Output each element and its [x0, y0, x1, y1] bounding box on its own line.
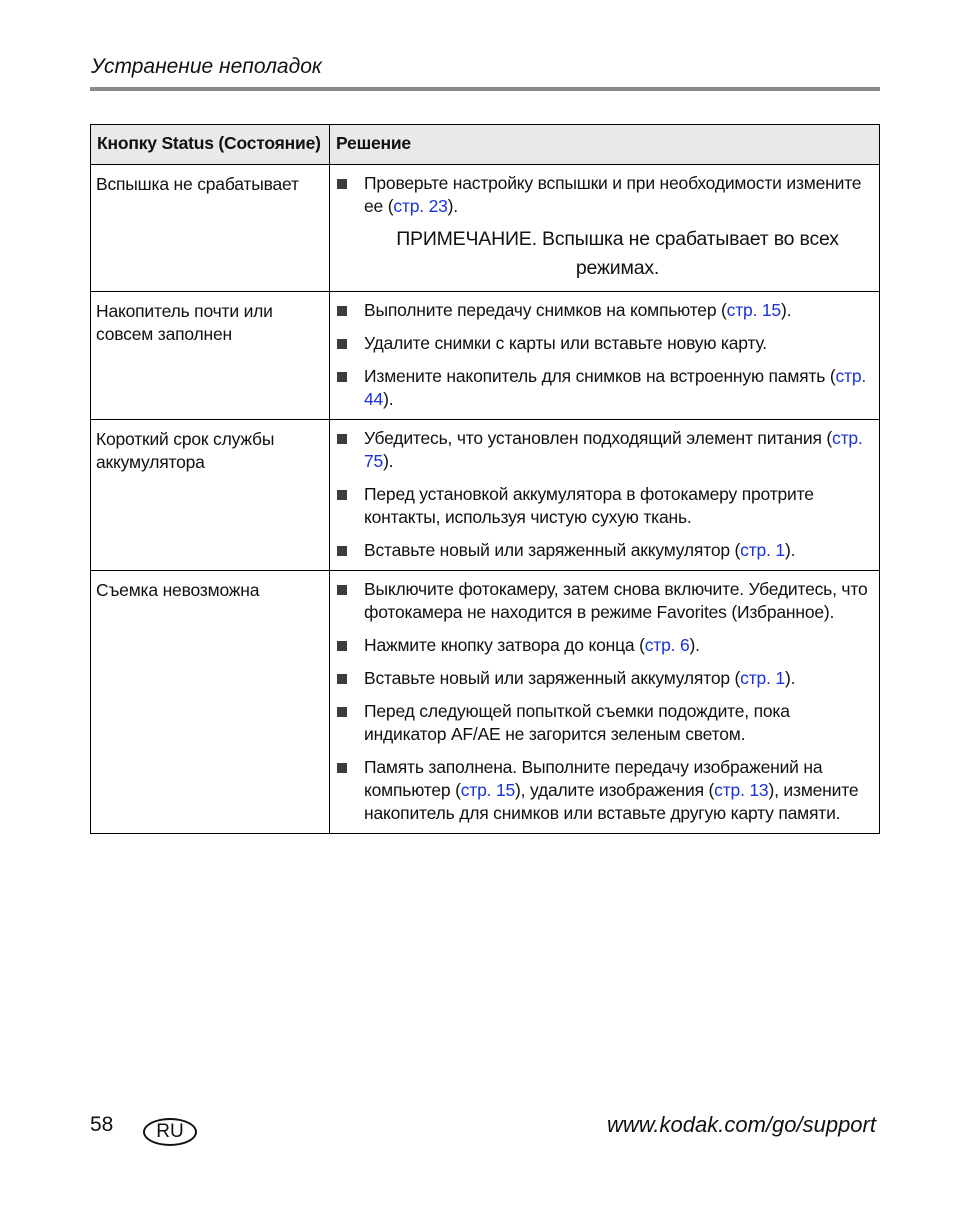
solution-item: [336, 483, 871, 529]
problem-cell: Накопитель почти или совсем заполнен: [91, 292, 330, 420]
page-reference-link[interactable]: стр. 1: [740, 540, 785, 560]
square-bullet-icon: [337, 372, 347, 382]
solution-text: ).: [383, 451, 394, 471]
solution-text: Выключите фотокамеру, затем снова включите. Убедитесь, что фотокамера не находится в режиме Favorites (Избранное).: [364, 579, 868, 622]
table-row: [91, 571, 880, 834]
solution-list: [336, 578, 871, 825]
solution-cell: [330, 292, 880, 420]
page-number: 58: [90, 1113, 114, 1136]
page-reference-link[interactable]: стр. 6: [644, 635, 690, 655]
square-bullet-icon: [337, 763, 347, 773]
solution-text: ).: [447, 196, 458, 216]
solution-text: Убедитесь, что установлен подходящий элемент питания (: [364, 428, 833, 448]
table-row: [91, 420, 880, 571]
table-row: [91, 165, 880, 292]
problem-cell: Короткий срок службы аккумулятора: [91, 420, 330, 571]
solution-item: [336, 539, 871, 562]
support-url[interactable]: www.kodak.com/go/support: [606, 1112, 876, 1137]
solution-text: Память заполнена. Выполните передачу изображений на компьютер (: [364, 757, 823, 800]
solution-text: ).: [780, 300, 792, 320]
solution-cell: [330, 420, 880, 571]
solution-cell: [330, 165, 880, 292]
square-bullet-icon: [337, 434, 347, 444]
problem-cell: Съемка невозможна: [91, 571, 330, 834]
square-bullet-icon: [337, 674, 347, 684]
square-bullet-icon: [337, 339, 347, 349]
solution-text: ).: [383, 389, 394, 409]
solution-item: [336, 427, 871, 473]
square-bullet-icon: [337, 490, 347, 500]
solution-text: Перед следующей попыткой съемки подождите, пока индикатор AF/AE не загорится зеленым светом.: [364, 701, 790, 744]
solution-text: Удалите снимки с карты или вставьте новую карту.: [364, 333, 767, 353]
page-reference-link[interactable]: стр. 75: [364, 428, 863, 471]
square-bullet-icon: [337, 179, 347, 189]
note-text: ПРИМЕЧАНИЕ. Вспышка не срабатывает во всех режимах.: [396, 228, 839, 279]
page-reference-link[interactable]: стр. 44: [364, 366, 867, 409]
square-bullet-icon: [337, 546, 347, 556]
solution-text: ), удалите изображения (: [515, 780, 715, 800]
solution-list: [336, 299, 871, 411]
page-reference-link[interactable]: стр. 23: [393, 196, 448, 216]
problem-cell: Вспышка не срабатывает: [91, 165, 330, 292]
page-reference-link[interactable]: стр. 13: [714, 780, 769, 800]
column-header-problem: Кнопку Status (Состояние): [91, 125, 330, 165]
solution-item: [336, 756, 871, 825]
solution-text: Вставьте новый или заряженный аккумулятор (: [364, 668, 741, 688]
solution-text: Перед установкой аккумулятора в фотокамеру протрите контакты, используя чистую сухую ткань.: [364, 484, 814, 527]
solution-cell: [330, 571, 880, 834]
square-bullet-icon: [337, 641, 347, 651]
solution-text: ).: [689, 635, 700, 655]
page-reference-link[interactable]: стр. 15: [460, 780, 516, 800]
section-title: Устранение неполадок: [91, 55, 322, 78]
solution-text: Проверьте настройку вспышки и при необходимости измените ее (: [364, 173, 862, 216]
solution-text: Выполните передачу снимков на компьютер (: [364, 300, 727, 320]
solution-item: [336, 700, 871, 746]
solution-text: ).: [784, 540, 796, 560]
solution-item: [336, 332, 871, 355]
solution-list: [336, 172, 871, 218]
square-bullet-icon: [337, 585, 347, 595]
table-header-row: [91, 125, 880, 165]
square-bullet-icon: [337, 306, 347, 316]
solution-text: ), измените накопитель для снимков или вставьте другую карту памяти.: [364, 780, 859, 823]
table-row: [91, 292, 880, 420]
page-reference-link[interactable]: стр. 15: [726, 300, 781, 320]
solution-text: Измените накопитель для снимков на встроенную память (: [364, 366, 836, 386]
solution-item: [336, 578, 871, 624]
troubleshooting-table: [90, 124, 880, 834]
solution-text: Нажмите кнопку затвора до конца (: [364, 635, 645, 655]
solution-item: [336, 365, 871, 411]
header-divider: [90, 87, 880, 91]
solution-item: [336, 299, 871, 322]
language-badge: RU: [143, 1118, 197, 1146]
table-body: [91, 165, 880, 834]
solution-item: [336, 172, 871, 218]
solution-item: [336, 667, 871, 690]
solution-text: ).: [784, 668, 796, 688]
solution-item: [336, 634, 871, 657]
solution-text: Вставьте новый или заряженный аккумулятор (: [364, 540, 741, 560]
solution-list: [336, 427, 871, 562]
column-header-solution: Решение: [330, 125, 880, 165]
page-reference-link[interactable]: стр. 1: [740, 668, 785, 688]
square-bullet-icon: [337, 707, 347, 717]
